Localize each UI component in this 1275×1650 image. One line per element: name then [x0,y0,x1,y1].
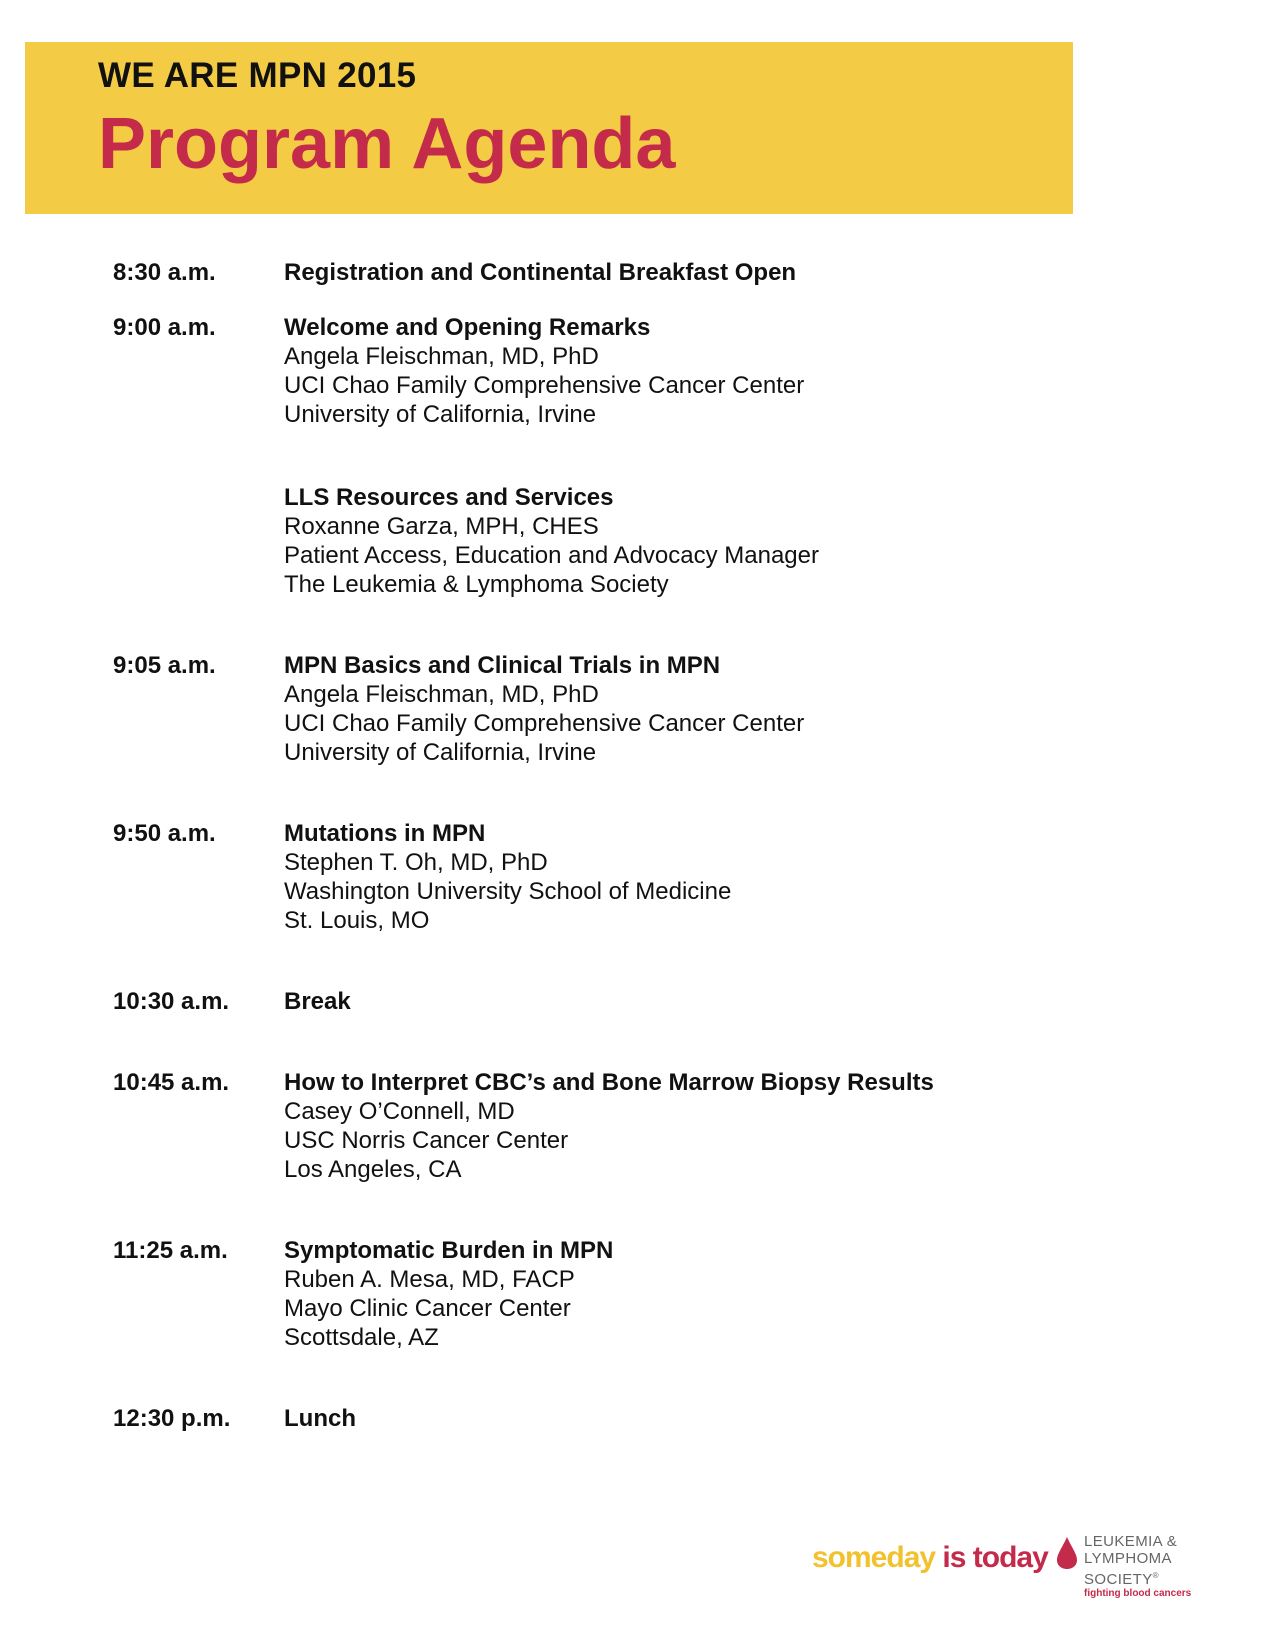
agenda-time: 10:45 a.m. [113,1069,230,1096]
agenda-time: 10:30 a.m. [113,988,230,1015]
session-detail: Patient Access, Education and Advocacy Manager [284,542,819,569]
agenda-session [284,1068,1113,1184]
session-detail: University of California, Irvine [284,739,597,766]
footer-logo [812,1533,1212,1606]
org-name-line2: LYMPHOMA [1084,1550,1172,1567]
agenda-time: 12:30 p.m. [113,1405,231,1432]
session-detail: Mayo Clinic Cancer Center [284,1295,571,1322]
org-name-line1: LEUKEMIA & [1084,1533,1178,1550]
session-detail: UCI Chao Family Comprehensive Cancer Center [284,710,805,737]
org-name-line3-text: SOCIETY [1084,1571,1153,1588]
org-slogan: fighting blood cancers [1084,1588,1192,1599]
session-title: Symptomatic Burden in MPN [284,1237,614,1264]
session-title: Registration and Continental Breakfast Open [284,259,797,286]
session-detail: Ruben A. Mesa, MD, FACP [284,1266,575,1293]
agenda-content [284,1404,1113,1433]
session-detail: Roxanne Garza, MPH, CHES [284,513,599,540]
session-title: LLS Resources and Services [284,484,614,511]
session-title: Break [284,988,351,1015]
session-detail: Los Angeles, CA [284,1156,462,1183]
session-detail: Stephen T. Oh, MD, PhD [284,849,548,876]
agenda-session [284,987,1113,1016]
tagline-someday: someday [812,1541,936,1574]
agenda-content [284,819,1113,935]
page-title: Program Agenda [98,104,676,184]
agenda-entry [113,258,1113,287]
agenda-session [284,1404,1113,1433]
session-detail: UCI Chao Family Comprehensive Cancer Center [284,372,805,399]
tagline-is-today: is today [942,1541,1048,1574]
agenda-time: 9:05 a.m. [113,652,216,679]
agenda-entry [113,313,1113,599]
org-name-line3 [1084,1567,1159,1588]
agenda-session [284,819,1113,935]
agenda-content [284,1068,1113,1184]
session-title: Welcome and Opening Remarks [284,314,651,341]
agenda-time: 11:25 a.m. [113,1237,228,1264]
blood-drop-icon [1056,1536,1078,1570]
agenda-entry [113,1236,1113,1352]
event-name: WE ARE MPN 2015 [98,56,417,95]
agenda-content [284,987,1113,1016]
agenda-content [284,258,1113,287]
session-detail: Scottsdale, AZ [284,1324,439,1351]
session-detail: USC Norris Cancer Center [284,1127,569,1154]
session-title: Lunch [284,1405,356,1432]
registered-mark: ® [1152,1571,1159,1580]
agenda-session [284,651,1113,767]
agenda-time: 9:50 a.m. [113,820,216,847]
session-detail: St. Louis, MO [284,907,430,934]
agenda-session [284,483,1113,599]
agenda-time: 9:00 a.m. [113,314,216,341]
session-detail: Angela Fleischman, MD, PhD [284,343,599,370]
agenda-session [284,313,1113,429]
session-detail: Angela Fleischman, MD, PhD [284,681,599,708]
agenda-entry [113,987,1113,1016]
agenda-session [284,1236,1113,1352]
agenda-content [284,1236,1113,1352]
tagline [812,1541,1048,1575]
session-title: MPN Basics and Clinical Trials in MPN [284,652,721,679]
agenda-list [113,258,1113,1433]
agenda-time: 8:30 a.m. [113,259,216,286]
agenda-entry [113,1068,1113,1184]
agenda-entry [113,1404,1113,1433]
session-detail: The Leukemia & Lymphoma Society [284,571,669,598]
header-band [25,42,1073,214]
session-detail: Washington University School of Medicine [284,878,732,905]
agenda-entry [113,651,1113,767]
agenda-content [284,651,1113,767]
agenda-entry [113,819,1113,935]
session-detail: Casey O’Connell, MD [284,1098,515,1125]
session-title: How to Interpret CBC’s and Bone Marrow Biopsy Results [284,1069,934,1096]
session-detail: University of California, Irvine [284,401,597,428]
agenda-session [284,258,1113,287]
agenda-content [284,313,1113,599]
session-title: Mutations in MPN [284,820,486,847]
